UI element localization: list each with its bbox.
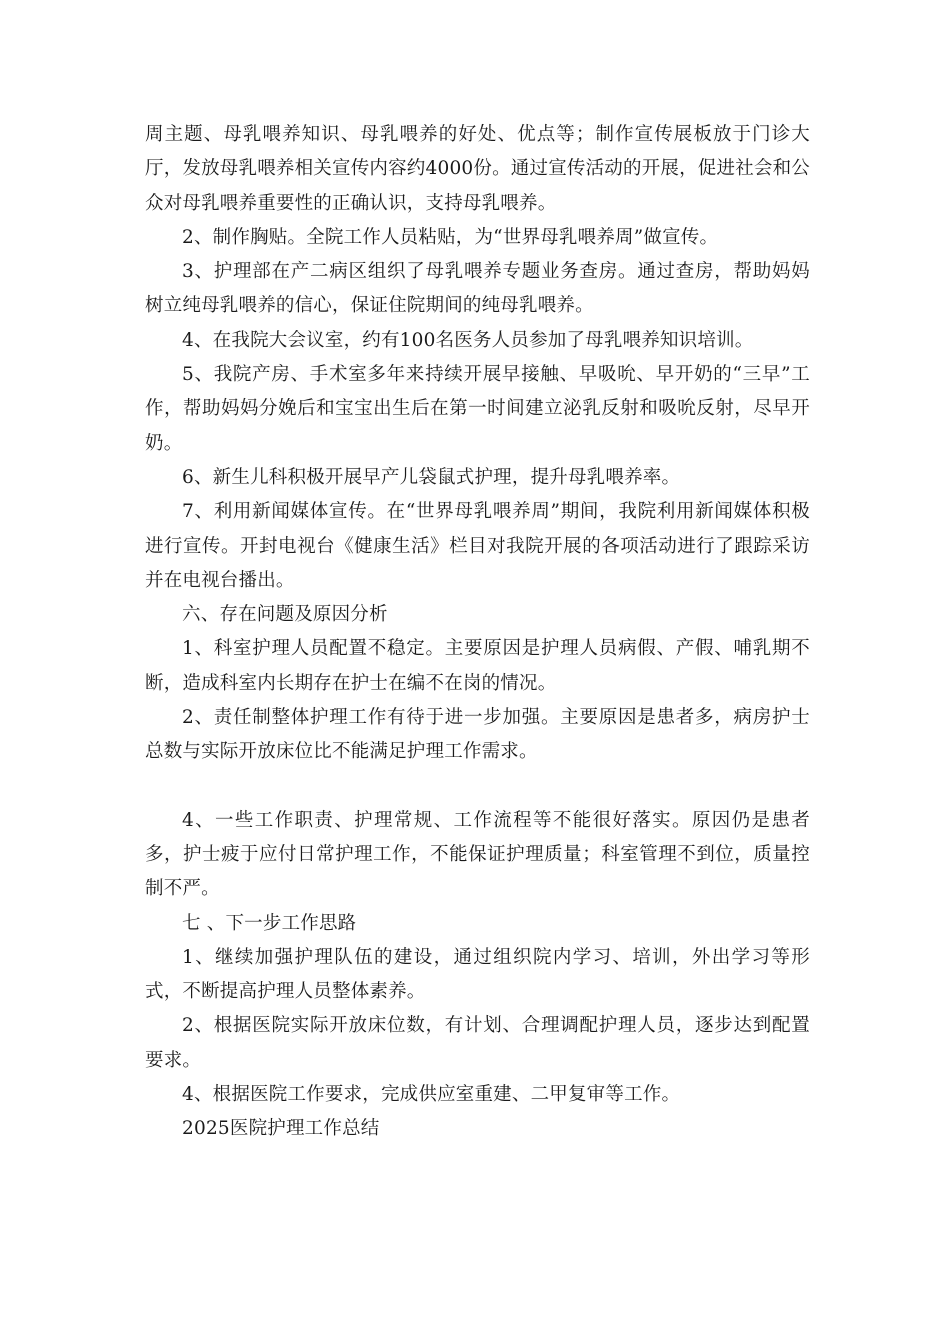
paragraph-problem-2: 2、责任制整体护理工作有待于进一步加强。主要原因是患者多，病房护士总数与实际开放床位比不能满足护理工作需求。	[145, 707, 810, 763]
paragraph-item-4-training: 4、在我院大会议室，约有100名医务人员参加了母乳喂养知识培训。	[182, 329, 754, 351]
paragraph-item-6-kangaroo-care: 6、新生儿科积极开展早产儿袋鼠式护理，提升母乳喂养率。	[182, 466, 681, 488]
document-title-line: 2025医院护理工作总结	[182, 1118, 380, 1140]
document-body	[145, 118, 810, 1147]
paragraph-next-step-1: 1、继续加强护理队伍的建设，通过组织院内学习、培训，外出学习等形式，不断提高护理人员整体素养。	[145, 946, 810, 1003]
paragraph-item-7-media: 7、利用新闻媒体宣传。在“世界母乳喂养周”期间，我院利用新闻媒体积极进行宣传。开封电视台《健康生活》栏目对我院开展的各项活动进行了跟踪采访并在电视台播出。	[145, 501, 810, 591]
blank-line	[145, 770, 810, 804]
paragraph-problem-4: 4、一些工作职责、护理常规、工作流程等不能很好落实。原因仍是患者多，护士疲于应付日常护理工作，不能保证护理质量；科室管理不到位，质量控制不严。	[145, 809, 810, 900]
paragraph-continuation: 周主题、母乳喂养知识、母乳喂养的好处、优点等；制作宣传展板放于门诊大厅，发放母乳喂养相关宣传内容约4000份。通过宣传活动的开展，促进社会和公众对母乳喂养重要性的正确认识，支持母乳喂养。	[145, 124, 810, 214]
paragraph-next-step-4: 4、根据医院工作要求，完成供应室重建、二甲复审等工作。	[182, 1084, 681, 1106]
paragraph-item-3-ward-rounds: 3、护理部在产二病区组织了母乳喂养专题业务查房。通过查房，帮助妈妈树立纯母乳喂养的信心，保证住院期间的纯母乳喂养。	[145, 261, 810, 317]
section-heading-problems: 六、存在问题及原因分析	[182, 604, 388, 626]
paragraph-item-5-three-early: 5、我院产房、手术室多年来持续开展早接触、早吸吮、早开奶的“三早”工作，帮助妈妈分娩后和宝宝出生后在第一时间建立泌乳反射和吸吮反射，尽早开奶。	[145, 364, 810, 454]
section-heading-next-steps: 七 、下一步工作思路	[182, 912, 357, 934]
paragraph-item-2-badges: 2、制作胸贴。全院工作人员粘贴，为“世界母乳喂养周”做宣传。	[182, 226, 719, 248]
paragraph-next-step-2: 2、根据医院实际开放床位数，有计划、合理调配护理人员，逐步达到配置要求。	[145, 1015, 810, 1071]
paragraph-problem-1: 1、科室护理人员配置不稳定。主要原因是护理人员病假、产假、哺乳期不断，造成科室内长期存在护士在编不在岗的情况。	[145, 638, 810, 694]
